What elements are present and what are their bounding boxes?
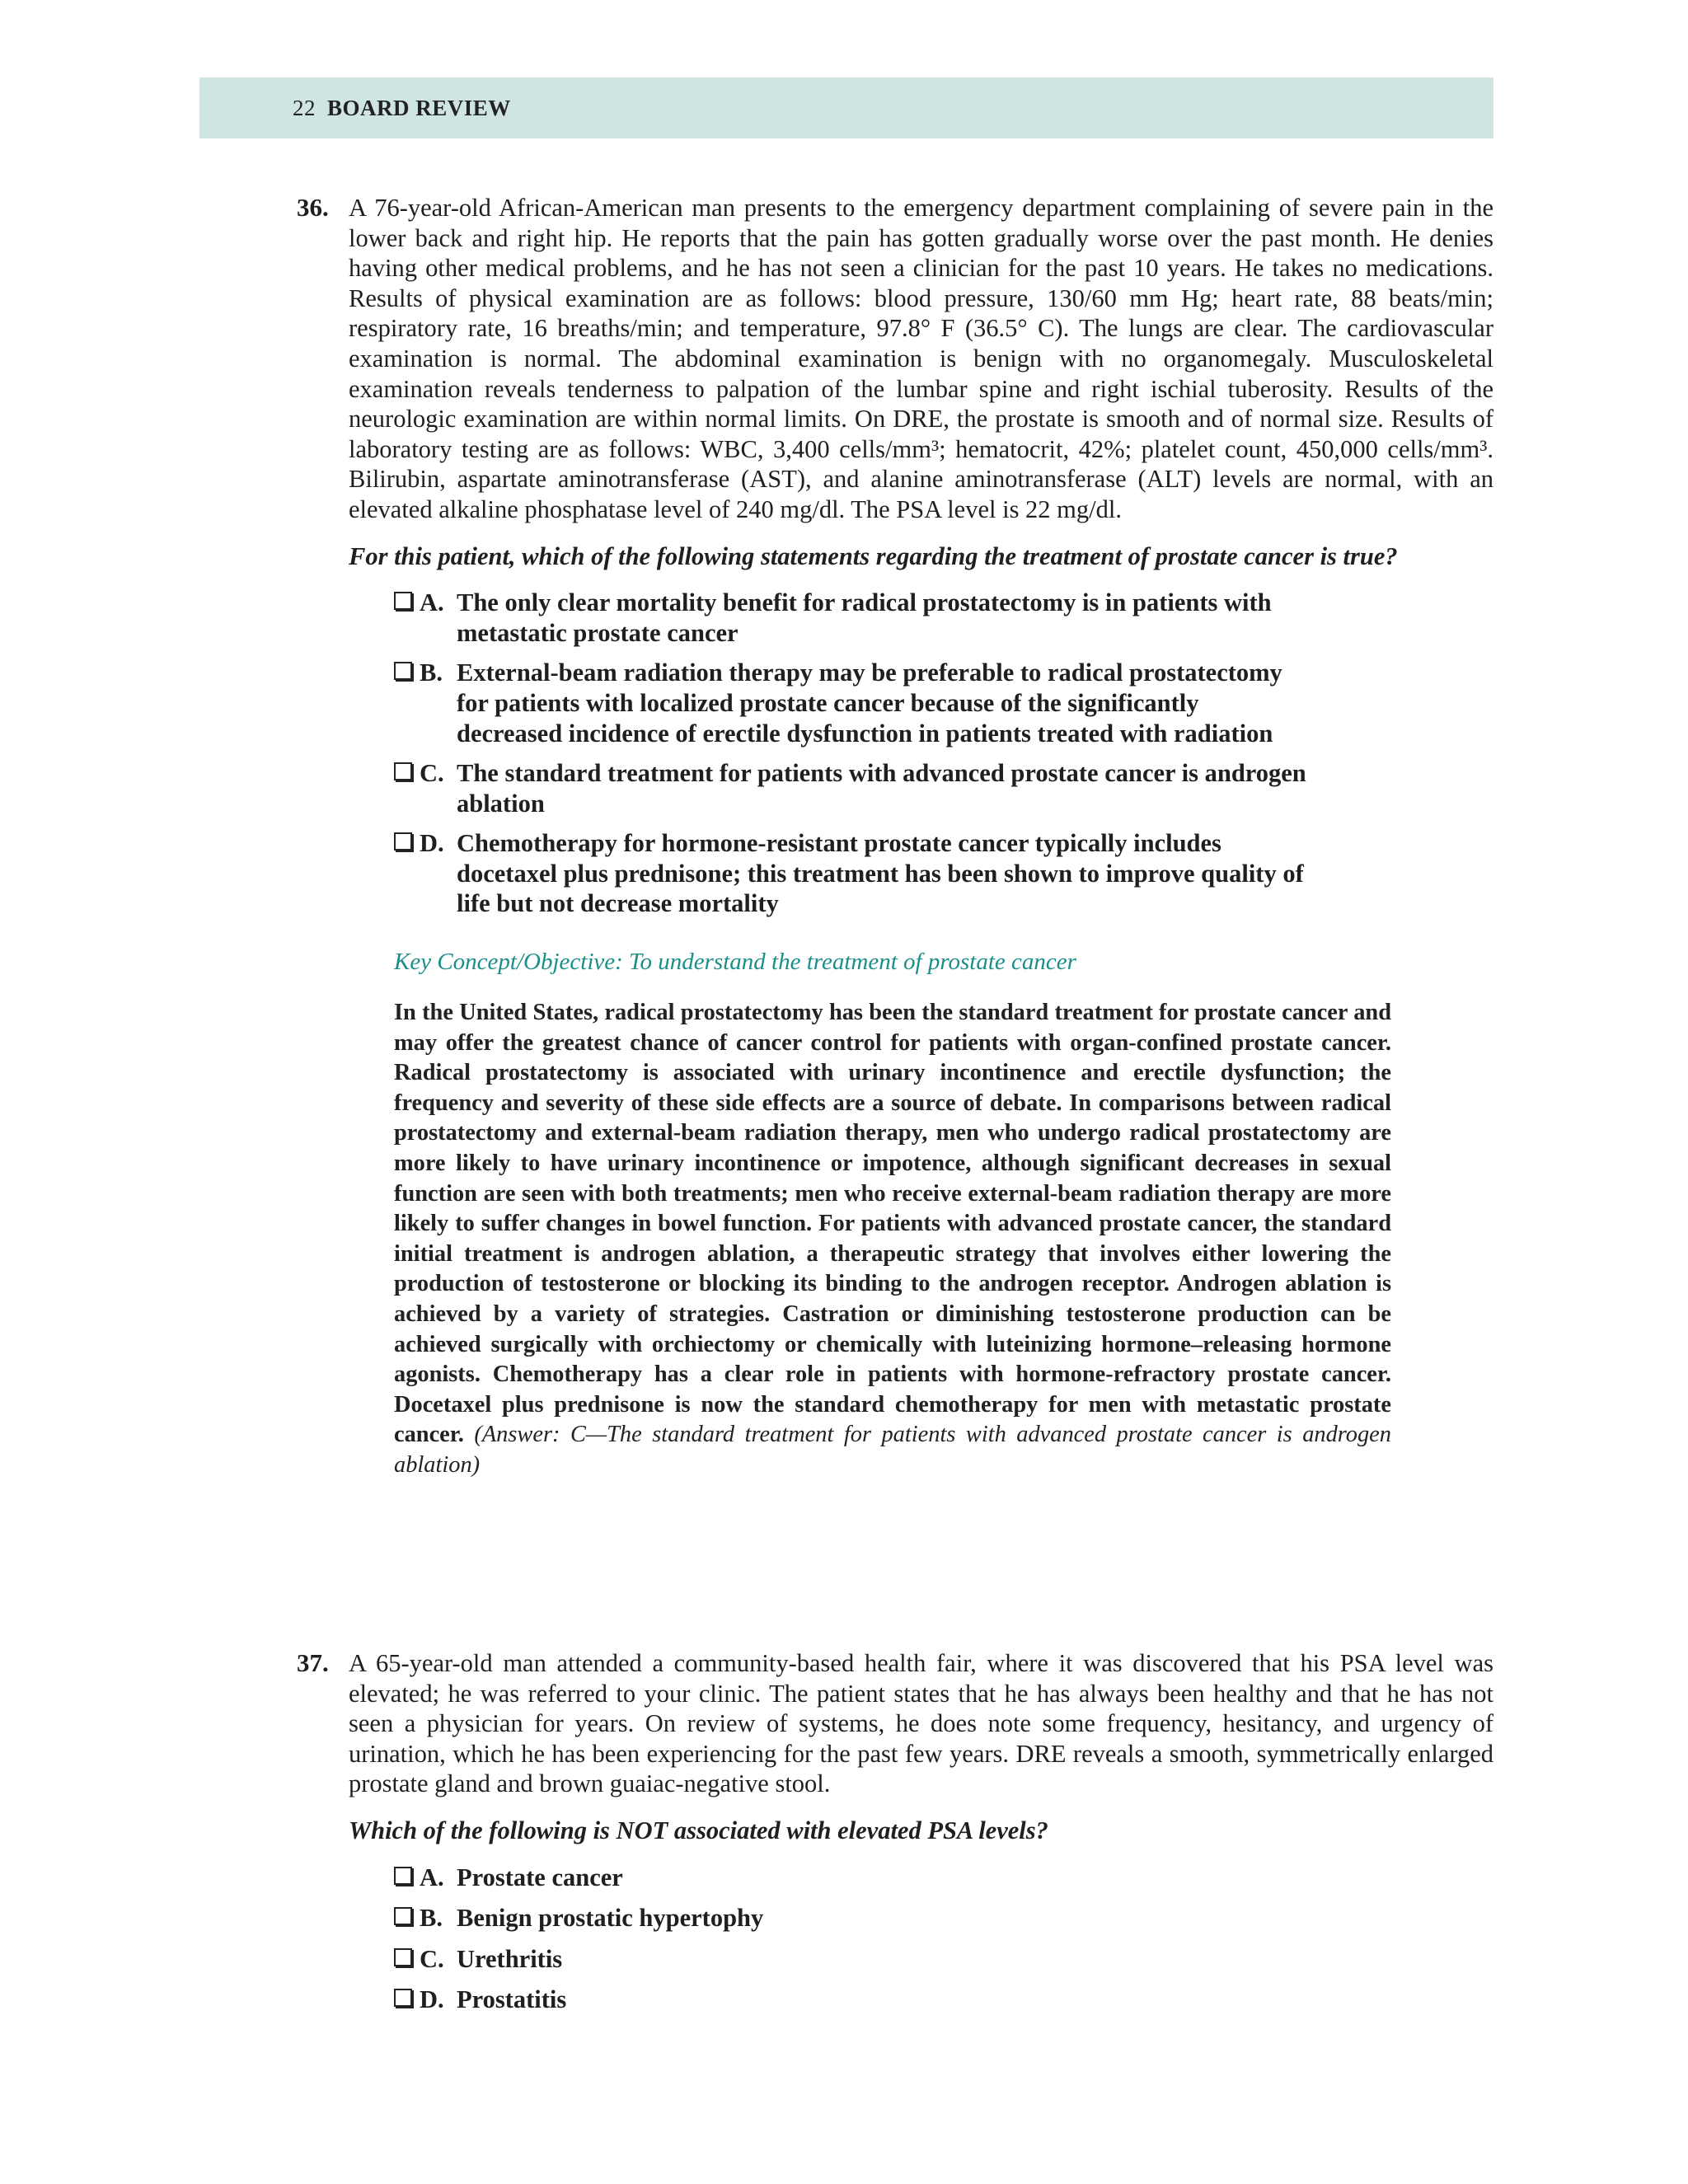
option-text: Urethritis <box>457 1944 563 1973</box>
question-prompt: Which of the following is NOT associated with elevated PSA levels? <box>349 1816 1048 1844</box>
option-a[interactable] <box>394 588 1309 648</box>
checkbox-icon[interactable] <box>394 1867 412 1885</box>
answer-options <box>394 588 1309 919</box>
checkbox-icon[interactable] <box>394 762 412 780</box>
explanation <box>394 998 1391 1481</box>
answer-options <box>394 1863 1309 2015</box>
option-letter: A. <box>420 1863 444 1891</box>
option-b[interactable] <box>394 658 1309 748</box>
checkbox-icon[interactable] <box>394 1907 412 1925</box>
option-d[interactable] <box>394 1985 1309 2015</box>
option-letter: B. <box>420 1904 443 1933</box>
option-c[interactable] <box>394 1944 1309 1975</box>
option-text: The standard treatment for patients with advanced prostate cancer is androgen ablation <box>457 759 1306 818</box>
checkbox-icon[interactable] <box>394 1989 412 2007</box>
explanation-text: In the United States, radical prostatectomy has been the standard treatment for prostate cancer and may offer the greatest chance of cancer control for patients with organ-confined prostate cancer. Radical prostatectomy is associated with urinary incontinence and erectile dysfunction; the frequency and severity of these side effects are a source of debate. In comparisons between radical prostatectomy and external-beam radiation therapy, men who undergo radical prostatectomy are more likely to have urinary incontinence or impotence, although significant decreases in sexual function are seen with both treatments; men who receive external-beam radiation therapy are more likely to suffer changes in bowel function. For patients with advanced prostate cancer, the standard initial treatment is androgen ablation, a therapeutic strategy that involves either lowering the production of testosterone or blocking its binding to the androgen receptor. Androgen ablation is achieved by a variety of strategies. Castration or diminishing testosterone production can be achieved surgically with orchiectomy or chemically with luteinizing hormone–releasing hormone agonists. Chemotherapy has a clear role in patients with hormone-refractory prostate cancer. Docetaxel plus prednisone is now the standard chemotherapy for men with metastatic prostate cancer. <box>394 1000 1391 1448</box>
option-letter: A. <box>420 588 444 617</box>
question-prompt: For this patient, which of the following statements regarding the treatment of prostate cancer is true? <box>349 541 1398 570</box>
checkbox-icon[interactable] <box>394 592 412 610</box>
option-text: Benign prostatic hypertophy <box>457 1904 764 1933</box>
option-text: External-beam radiation therapy may be preferable to radical prostatectomy for patients with localized prostate cancer because of the significantly decreased incidence of erectile dysfunction in patients treated with radiation <box>457 658 1282 748</box>
option-c[interactable] <box>394 758 1309 818</box>
option-b[interactable] <box>394 1903 1309 1933</box>
option-letter: D. <box>420 829 444 858</box>
running-header-text <box>293 96 511 121</box>
question-stem: A 65-year-old man attended a community-based health fair, where it was discovered that his PSA level was elevated; he was referred to your clinic. The patient states that he has always been healthy and that he has not seen a physician for years. On review of systems, he does note some frequency, hesitancy, and urgency of urination, which he has been experiencing for the past few years. DRE reveals a smooth, symmetrically enlarged prostate gland and brown guaiac-negative stool. <box>349 1649 1493 1798</box>
option-letter: C. <box>420 759 444 788</box>
key-concept: Key Concept/Objective: To understand the treatment of prostate cancer <box>394 949 1076 976</box>
checkbox-icon[interactable] <box>394 662 412 680</box>
option-a[interactable] <box>394 1863 1309 1893</box>
checkbox-icon[interactable] <box>394 832 412 851</box>
question-number: 37. <box>297 1648 329 1677</box>
option-text: Chemotherapy for hormone-resistant prostate cancer typically includes docetaxel plus prednisone; this treatment has been shown to improve quality of life but not decrease mortality <box>457 829 1304 918</box>
option-text: Prostatitis <box>457 1985 567 2014</box>
option-letter: B. <box>420 658 443 687</box>
option-letter: D. <box>420 1985 444 2014</box>
question-stem: A 76-year-old African-American man presents to the emergency department complaining of severe pain in the lower back and right hip. He reports that the pain has gotten gradually worse over the past month. He denies having other medical problems, and he has not seen a clinician for the past 10 years. He takes no medications. Results of physical examination are as follows: blood pressure, 130/60 mm Hg; heart rate, 88 beats/min; respiratory rate, 16 breaths/min; and temperature, 97.8° F (36.5° C). The lungs are clear. The cardiovascular examination is normal. The abdominal examination is benign with no organomegaly. Musculoskeletal examination reveals tenderness to palpation of the lumbar spine and right ischial tuberosity. Results of the neurologic examination are within normal limits. On DRE, the prostate is smooth and of normal size. Results of laboratory testing are as follows: WBC, 3,400 cells/mm³; hematocrit, 42%; platelet count, 450,000 cells/mm³. Bilirubin, aspartate aminotransferase (AST), and alanine aminotransferase (ALT) levels are normal, with an elevated alkaline phosphatase level of 240 mg/dl. The PSA level is 22 mg/dl. <box>349 194 1493 523</box>
question-number: 36. <box>297 193 329 222</box>
option-letter: C. <box>420 1944 444 1973</box>
question-37 <box>297 1648 1493 2026</box>
option-text: The only clear mortality benefit for radical prostatectomy is in patients with metastatic prostate cancer <box>457 588 1272 647</box>
section-title: BOARD REVIEW <box>327 96 511 120</box>
option-text: Prostate cancer <box>457 1863 623 1891</box>
checkbox-icon[interactable] <box>394 1948 412 1966</box>
question-36 <box>297 193 1493 1481</box>
answer-text: (Answer: C—The standard treatment for patients with advanced prostate cancer is androgen ablation) <box>394 1422 1391 1478</box>
page-number: 22 <box>293 96 316 120</box>
running-header <box>199 77 1493 138</box>
option-d[interactable] <box>394 828 1309 919</box>
